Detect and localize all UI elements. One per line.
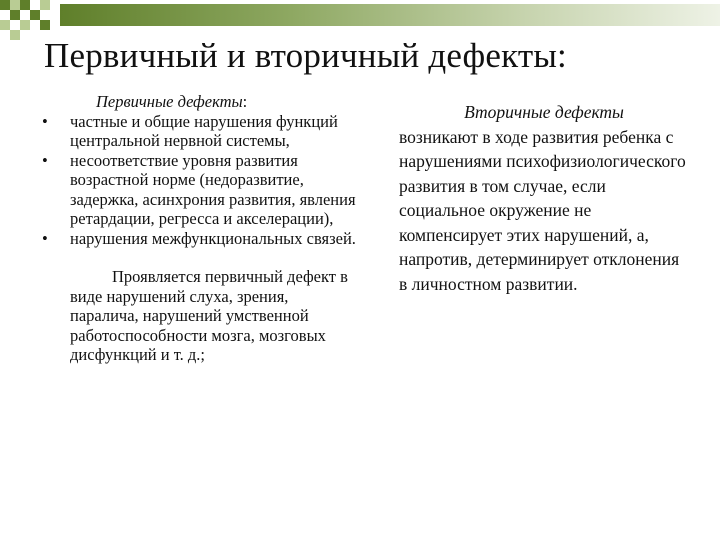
slide-title: Первичный и вторичный дефекты:	[44, 36, 567, 75]
bullet-icon: •	[42, 150, 48, 170]
deco-square	[10, 30, 20, 40]
deco-square	[10, 10, 20, 20]
list-item-text: несоответствие уровня развития возрастной норме (недоразвитие, задержка, асинхрония развития, явления ретардации, регресса и акселерации),	[70, 150, 356, 228]
primary-defects-list	[36, 112, 356, 249]
secondary-defects-text: возникают в ходе развития ребенка с нарушениями психофизиологического развития в том случае, если социальное окружение не компенсирует этих нарушений, а, напротив, детерминирует отклонения в личностном развитии.	[399, 126, 686, 294]
list-item	[36, 112, 356, 151]
primary-defects-column	[36, 92, 356, 365]
bullet-icon: •	[42, 111, 48, 131]
header-gradient-bar	[60, 4, 720, 26]
list-item-text: частные и общие нарушения функций центральной нервной системы,	[70, 111, 338, 150]
secondary-defects-column	[399, 100, 689, 296]
list-item	[36, 151, 356, 229]
deco-square	[30, 10, 40, 20]
primary-defects-paragraph: Проявляется первичный дефект в виде нарушений слуха, зрения, паралича, нарушений умственной работоспособности мозга, мозговых дисфункций и т. д.;	[70, 267, 348, 364]
primary-defects-heading	[36, 92, 356, 112]
secondary-defects-heading: Вторичные дефекты	[464, 102, 624, 122]
list-item-text: нарушения межфункциональных связей.	[70, 228, 356, 248]
decorative-squares	[0, 0, 60, 40]
deco-square	[20, 20, 30, 30]
deco-square	[0, 0, 10, 10]
list-item	[36, 229, 356, 249]
primary-defects-heading-text: Первичные дефекты	[96, 92, 243, 111]
deco-square	[20, 0, 30, 10]
deco-square	[40, 20, 50, 30]
deco-square	[40, 0, 50, 10]
primary-defects-heading-colon: :	[242, 92, 248, 111]
deco-square	[10, 0, 20, 10]
deco-square	[0, 20, 10, 30]
bullet-icon: •	[42, 228, 48, 248]
